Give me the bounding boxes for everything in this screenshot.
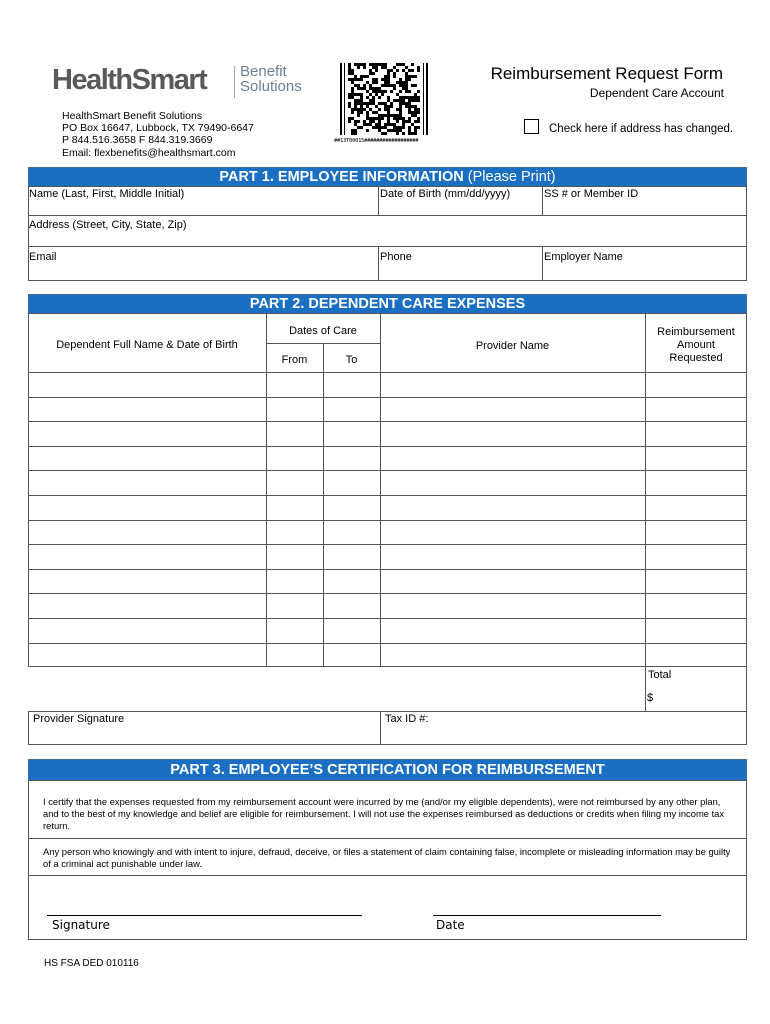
logo-subtitle: [240, 64, 302, 94]
company-po-box: PO Box 16647, Lubbock, TX 79490-6647: [62, 122, 254, 135]
table-cell-amount[interactable]: [648, 525, 744, 540]
signature-label: Signature: [52, 918, 110, 932]
email-field[interactable]: Email: [29, 251, 57, 263]
part1-title: PART 1. EMPLOYEE INFORMATION: [219, 169, 464, 185]
date-label: Date: [436, 918, 465, 932]
col-line: [266, 313, 267, 667]
col-header-dates-of-care: Dates of Care: [289, 325, 357, 337]
address-changed-checkbox[interactable]: [524, 119, 539, 134]
part1-title-note: (Please Print): [467, 169, 556, 185]
table-row-line: [28, 544, 747, 545]
table-cell-from[interactable]: [269, 500, 320, 515]
address-field[interactable]: Address (Street, City, State, Zip): [29, 219, 187, 231]
table-cell-provider[interactable]: [383, 475, 642, 490]
col-header-amount: [645, 326, 747, 365]
table-cell-amount[interactable]: [648, 475, 744, 490]
table-row-line: [28, 495, 747, 496]
table-cell-amount[interactable]: [648, 451, 744, 466]
table-cell-dependent[interactable]: [31, 500, 263, 515]
table-cell-amount[interactable]: [648, 598, 744, 613]
table-cell-from[interactable]: [269, 648, 320, 663]
table-cell-provider[interactable]: [383, 574, 642, 589]
company-email: Email: flexbenefits@healthsmart.com: [62, 146, 236, 159]
expenses-table: [28, 313, 747, 667]
logo-wordmark: HealthSmart: [52, 64, 207, 96]
p1-row-line: [28, 215, 747, 216]
logo-divider: [234, 66, 235, 98]
signature-line[interactable]: [47, 915, 362, 916]
table-cell-from[interactable]: [269, 451, 320, 466]
p1-divider: [378, 186, 379, 215]
table-cell-dependent[interactable]: [31, 426, 263, 441]
header-bottom-line: [28, 372, 747, 373]
col-header-amount-l2: Amount: [677, 339, 715, 351]
table-cell-to[interactable]: [326, 525, 377, 540]
col-header-amount-l3: Requested: [669, 352, 723, 364]
table-cell-from[interactable]: [269, 426, 320, 441]
table-cell-from[interactable]: [269, 525, 320, 540]
part2-header: PART 2. DEPENDENT CARE EXPENSES: [28, 294, 747, 314]
table-row-line: [28, 569, 747, 570]
fraud-warning-text: Any person who knowingly and with intent to injure, defraud, deceive, or files a statement of claim containing false, incomplete or misleading information may be guilty of a criminal act punishable under law.: [43, 846, 731, 869]
table-cell-provider[interactable]: [383, 648, 642, 663]
date-of-birth-field[interactable]: Date of Birth (mm/dd/yyyy): [380, 188, 511, 200]
company-name: HealthSmart Benefit Solutions: [62, 110, 203, 122]
table-cell-dependent[interactable]: [31, 574, 263, 589]
col-header-amount-l1: Reimbursement: [657, 326, 735, 338]
table-cell-dependent[interactable]: [31, 475, 263, 490]
table-cell-dependent[interactable]: [31, 377, 263, 392]
employee-name-field[interactable]: Name (Last, First, Middle Initial): [29, 188, 185, 200]
table-cell-to[interactable]: [326, 475, 377, 490]
table-row-line: [28, 397, 747, 398]
part1-header: [28, 167, 747, 187]
certification-text: I certify that the expenses requested from my reimbursement account were incurred by me (and/or my eligible dependents), were not reimbursed by any other plan, and to the best of my knowledge and belief are eligible for reimbursement. I will not use the expenses reimbursed as deductions or credits when filing my income tax return.: [43, 796, 725, 831]
table-cell-from[interactable]: [269, 574, 320, 589]
table-cell-provider[interactable]: [383, 402, 642, 417]
table-cell-dependent[interactable]: [31, 402, 263, 417]
p3-line: [28, 875, 747, 876]
company-address-block: [62, 110, 254, 159]
phone-field[interactable]: Phone: [380, 251, 412, 263]
barcode-image: [340, 63, 430, 135]
date-line[interactable]: [433, 915, 661, 916]
total-amount-field[interactable]: $: [647, 692, 654, 704]
table-cell-amount[interactable]: [648, 623, 744, 638]
total-left-line: [645, 667, 646, 711]
barcode-digits: ##13T00015##################: [334, 138, 419, 144]
logo-sub-line1: Benefit: [240, 63, 287, 80]
provider-signature-field[interactable]: Provider Signature: [33, 713, 125, 725]
table-row-line: [28, 643, 747, 644]
p1-row-line: [28, 246, 747, 247]
logo-sub-line2: Solutions: [240, 78, 302, 95]
total-right-line: [746, 667, 747, 711]
col-header-from: From: [281, 354, 308, 366]
table-cell-amount[interactable]: [648, 402, 744, 417]
table-cell-dependent[interactable]: [31, 648, 263, 663]
table-cell-provider[interactable]: [383, 377, 642, 392]
table-cell-amount[interactable]: [648, 549, 744, 564]
provider-divider: [380, 711, 381, 745]
table-cell-provider[interactable]: [383, 426, 642, 441]
table-cell-to[interactable]: [326, 648, 377, 663]
table-cell-dependent[interactable]: [31, 549, 263, 564]
table-cell-amount[interactable]: [648, 500, 744, 515]
col-header-provider: Provider Name: [475, 340, 550, 352]
table-cell-amount[interactable]: [648, 377, 744, 392]
table-cell-from[interactable]: [269, 598, 320, 613]
table-cell-dependent[interactable]: [31, 525, 263, 540]
table-row-line: [28, 421, 747, 422]
table-cell-from[interactable]: [269, 475, 320, 490]
table-cell-provider[interactable]: [383, 623, 642, 638]
table-row-line: [28, 470, 747, 471]
table-row-line: [28, 446, 747, 447]
table-row-line: [28, 520, 747, 521]
table-cell-dependent[interactable]: [31, 598, 263, 613]
part3-header: PART 3. EMPLOYEE’S CERTIFICATION FOR REIMBURSEMENT: [28, 759, 747, 781]
table-cell-amount[interactable]: [648, 648, 744, 663]
table-row-line: [28, 618, 747, 619]
p1-divider: [542, 186, 543, 215]
table-row-line: [28, 593, 747, 594]
table-cell-to[interactable]: [326, 574, 377, 589]
part1-box: [28, 186, 747, 281]
table-cell-from[interactable]: [269, 377, 320, 392]
table-cell-provider[interactable]: [383, 451, 642, 466]
table-cell-from[interactable]: [269, 549, 320, 564]
table-cell-to[interactable]: [326, 377, 377, 392]
table-cell-to[interactable]: [326, 549, 377, 564]
table-cell-amount[interactable]: [648, 574, 744, 589]
table-cell-to[interactable]: [326, 500, 377, 515]
address-changed-label: Check here if address has changed.: [549, 123, 734, 135]
p3-line: [28, 838, 747, 839]
company-phones: P 844.516.3658 F 844.319.3669: [62, 134, 213, 147]
table-cell-provider[interactable]: [383, 500, 642, 515]
table-cell-provider[interactable]: [383, 598, 642, 613]
table-cell-to[interactable]: [326, 598, 377, 613]
table-cell-to[interactable]: [326, 451, 377, 466]
employer-name-field[interactable]: Employer Name: [544, 251, 623, 263]
table-cell-provider[interactable]: [383, 549, 642, 564]
col-header-to: To: [345, 354, 358, 366]
p1-divider: [378, 246, 379, 281]
table-cell-from[interactable]: [269, 402, 320, 417]
table-cell-to[interactable]: [326, 426, 377, 441]
table-cell-to[interactable]: [326, 623, 377, 638]
form-code: HS FSA DED 010116: [44, 958, 139, 969]
tax-id-field[interactable]: Tax ID #:: [385, 713, 429, 725]
total-label: Total: [648, 669, 672, 681]
p1-divider: [542, 246, 543, 281]
form-subtitle: Dependent Care Account: [589, 86, 724, 100]
table-cell-to[interactable]: [326, 402, 377, 417]
col-header-dependent: Dependent Full Name & Date of Birth: [56, 339, 238, 351]
table-cell-amount[interactable]: [648, 426, 744, 441]
table-cell-from[interactable]: [269, 623, 320, 638]
form-title: Reimbursement Request Form: [490, 64, 723, 83]
table-cell-provider[interactable]: [383, 525, 642, 540]
table-cell-dependent[interactable]: [31, 623, 263, 638]
table-cell-dependent[interactable]: [31, 451, 263, 466]
col-line: [380, 313, 381, 667]
ssn-member-id-field[interactable]: SS # or Member ID: [544, 188, 639, 200]
col-line: [645, 313, 646, 667]
